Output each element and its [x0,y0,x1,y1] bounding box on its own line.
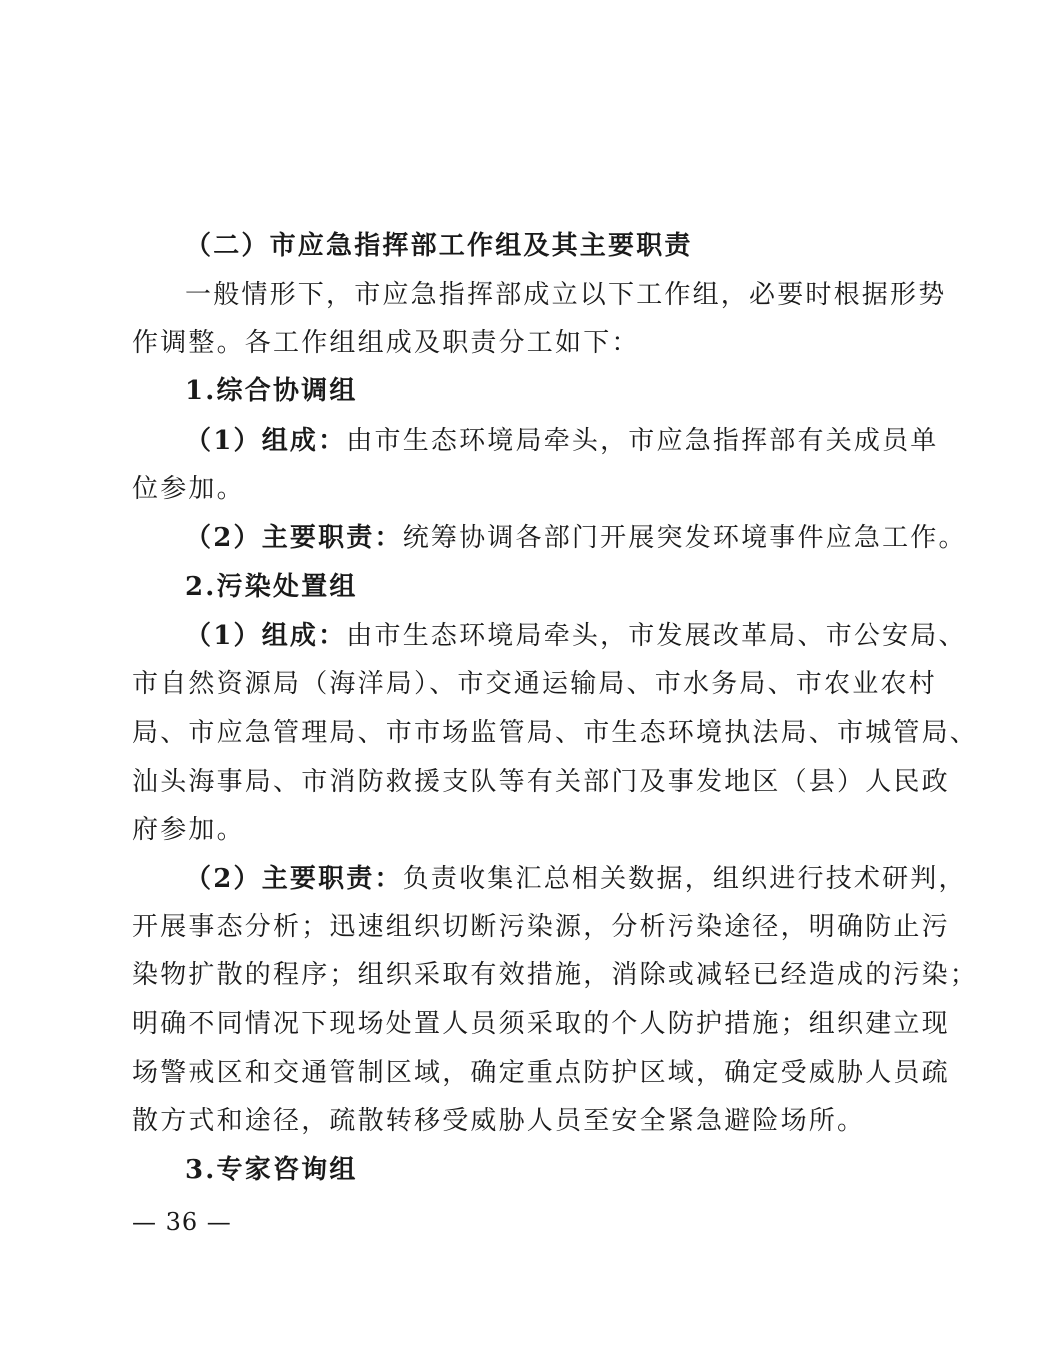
group-2-duty-line-5: 场警戒区和交通管制区域，确定重点防护区域，确定受威胁人员疏 [132,1058,950,1088]
section-heading: （二）市应急指挥部工作组及其主要职责 [185,231,693,261]
group-2-composition-line-2: 市自然资源局（海洋局）、市交通运输局、市水务局、市农业农村 [132,669,937,699]
group-2-duty [185,862,967,896]
group-2-duty-line-4: 明确不同情况下现场处置人员须采取的个人防护措施；组织建立现 [132,1009,950,1039]
group-2-duty-text: 负责收集汇总相关数据，组织进行技术研判， [402,864,967,894]
group-2-composition-text: 由市生态环境局牵头，市发展改革局、市公安局、 [346,621,967,651]
group-2-duty-line-3: 染物扩散的程序；组织采取有效措施，消除或减轻已经造成的污染； [132,960,979,990]
intro-line-2: 作调整。各工作组组成及职责分工如下： [132,328,640,358]
group-3-title: 3.专家咨询组 [185,1155,358,1185]
group-1-duty-label: （2）主要职责： [185,523,403,553]
page-number: — 36 — [132,1208,232,1236]
group-1-composition-label: （1）组成： [185,426,347,456]
group-2-duty-line-6: 散方式和途径，疏散转移受威胁人员至安全紧急避险场所。 [132,1106,866,1136]
group-2-duty-line-2: 开展事态分析；迅速组织切断污染源，分析污染途径，明确防止污 [132,912,950,942]
group-1-duty [185,521,967,555]
group-1-title: 1.综合协调组 [185,376,358,406]
group-2-title: 2.污染处置组 [185,572,358,602]
group-2-composition [185,619,967,653]
group-1-composition-line-2: 位参加。 [132,474,245,504]
group-2-composition-line-5: 府参加。 [132,815,245,845]
group-1-duty-text: 统筹协调各部门开展突发环境事件应急工作。 [402,523,967,553]
group-2-composition-label: （1）组成： [185,621,347,651]
group-1-composition-text: 由市生态环境局牵头，市应急指挥部有关成员单 [346,426,939,456]
group-2-duty-label: （2）主要职责： [185,864,403,894]
group-1-composition [185,424,939,458]
group-2-composition-line-4: 汕头海事局、市消防救援支队等有关部门及事发地区（县）人民政 [132,767,950,797]
intro-line-1: 一般情形下，市应急指挥部成立以下工作组，必要时根据形势 [185,280,947,310]
group-2-composition-line-3: 局、市应急管理局、市市场监管局、市生态环境执法局、市城管局、 [132,718,979,748]
